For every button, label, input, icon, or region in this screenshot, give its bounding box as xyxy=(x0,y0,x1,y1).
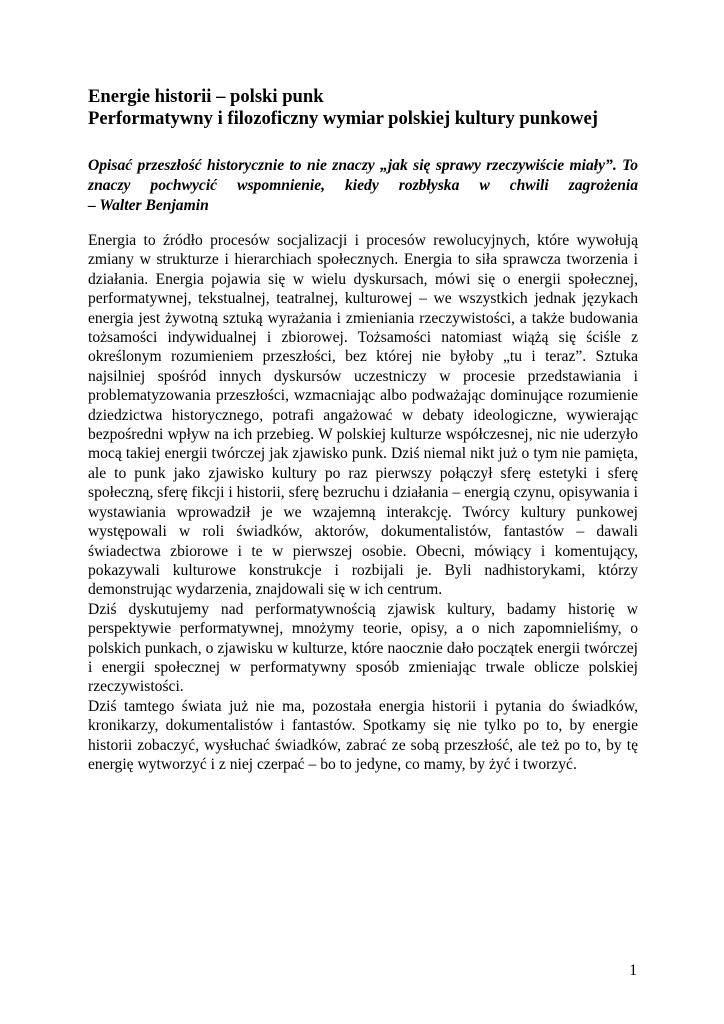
paragraph-2: Dziś dyskutujemy nad performatywnością zjawisk kultury, badamy historię w perspektywie performatywnej, mnożymy teorie, opisy, a o nich zapomnieliśmy, o polskich punkach, o zjawisku w kulturze, które naocznie dało początek energii twórczej i energii społecznej w performatywny sposób zmieniając trwale oblicze polskiej rzeczywistości. xyxy=(88,600,638,696)
body-text xyxy=(88,231,638,774)
paragraph-1: Energia to źródło procesów socjalizacji i procesów rewolucyjnych, które wywołują zmiany w strukturze i hierarchiach społecznych. Energia to siła sprawcza tworzenia i działania. Energia pojawia się w wielu dyskursach, mówi się o energii społecznej, performatywnej, tekstualnej, teatralnej, kulturowej – we wszystkich jednak językach energia jest żywotną sztuką wyrażania i zmieniania rzeczywistości, a także budowania tożsamości indywidualnej i zbiorowej. Tożsamości natomiast wiążą się ściśle z określonym rozumieniem przeszłości, bez której nie byłoby „tu i teraz”. Sztuka najsilniej spośród innych dyskursów uczestniczy w procesie przedstawiania i problematyzowania przeszłości, wzmacniając albo podważając dominujące rozumienie dziedzictwa historycznego, potrafi angażować w debaty ideologiczne, wywierając bezpośredni wpływ na ich przebieg. W polskiej kulturze współczesnej, nic nie uderzyło mocą takiej energii twórczej jak zjawisko punk. Dziś niemal nikt już o tym nie pamięta, ale to punk jako zjawisko kultury po raz pierwszy połączył sferę estetyki i sferę społeczną, sferę fikcji i historii, sferę bezruchu i działania – energią czynu, opisywania i wystawiania wprowadził je we wzajemną interakcję. Twórcy kultury punkowej występowali w roli świadków, aktorów, dokumentalistów, fantastów – dawali świadectwa zbiorowe i te w pierwszej osobie. Obecni, mówiący i komentujący, pokazywali kulturowe konstrukcje i rozbijali je. Byli nadhistorykami, którzy demonstrując wydarzenia, znajdowali się w ich centrum. xyxy=(88,232,638,599)
paragraph-3: Dziś tamtego świata już nie ma, pozostała energia historii i pytania do świadków, kronikarzy, dokumentalistów i fantastów. Spotkamy się nie tylko po to, by energie historii zobaczyć, wysłuchać świadków, zabrać ze sobą przeszłość, ale też po to, by tę energię wytworzyć i z niej czerpać – bo to jedyne, co mamy, by żyć i tworzyć. xyxy=(88,697,638,773)
epigraph-author: Walter Benjamin xyxy=(99,197,209,214)
epigraph-separator: – xyxy=(88,197,100,214)
epigraph xyxy=(88,156,638,216)
document-title xyxy=(88,86,638,130)
page-number: 1 xyxy=(629,962,637,979)
epigraph-quote: Opisać przeszłość historycznie to nie znaczy „jak się sprawy rzeczywiście miały”. To znaczy pochwycić wspomnienie, kiedy rozbłyska w chwili zagrożenia xyxy=(88,157,638,194)
title-line-2: Performatywny i filozoficzny wymiar polskiej kultury punkowej xyxy=(88,108,598,129)
document-page xyxy=(88,86,638,774)
title-line-1: Energie historii – polski punk xyxy=(88,86,324,107)
